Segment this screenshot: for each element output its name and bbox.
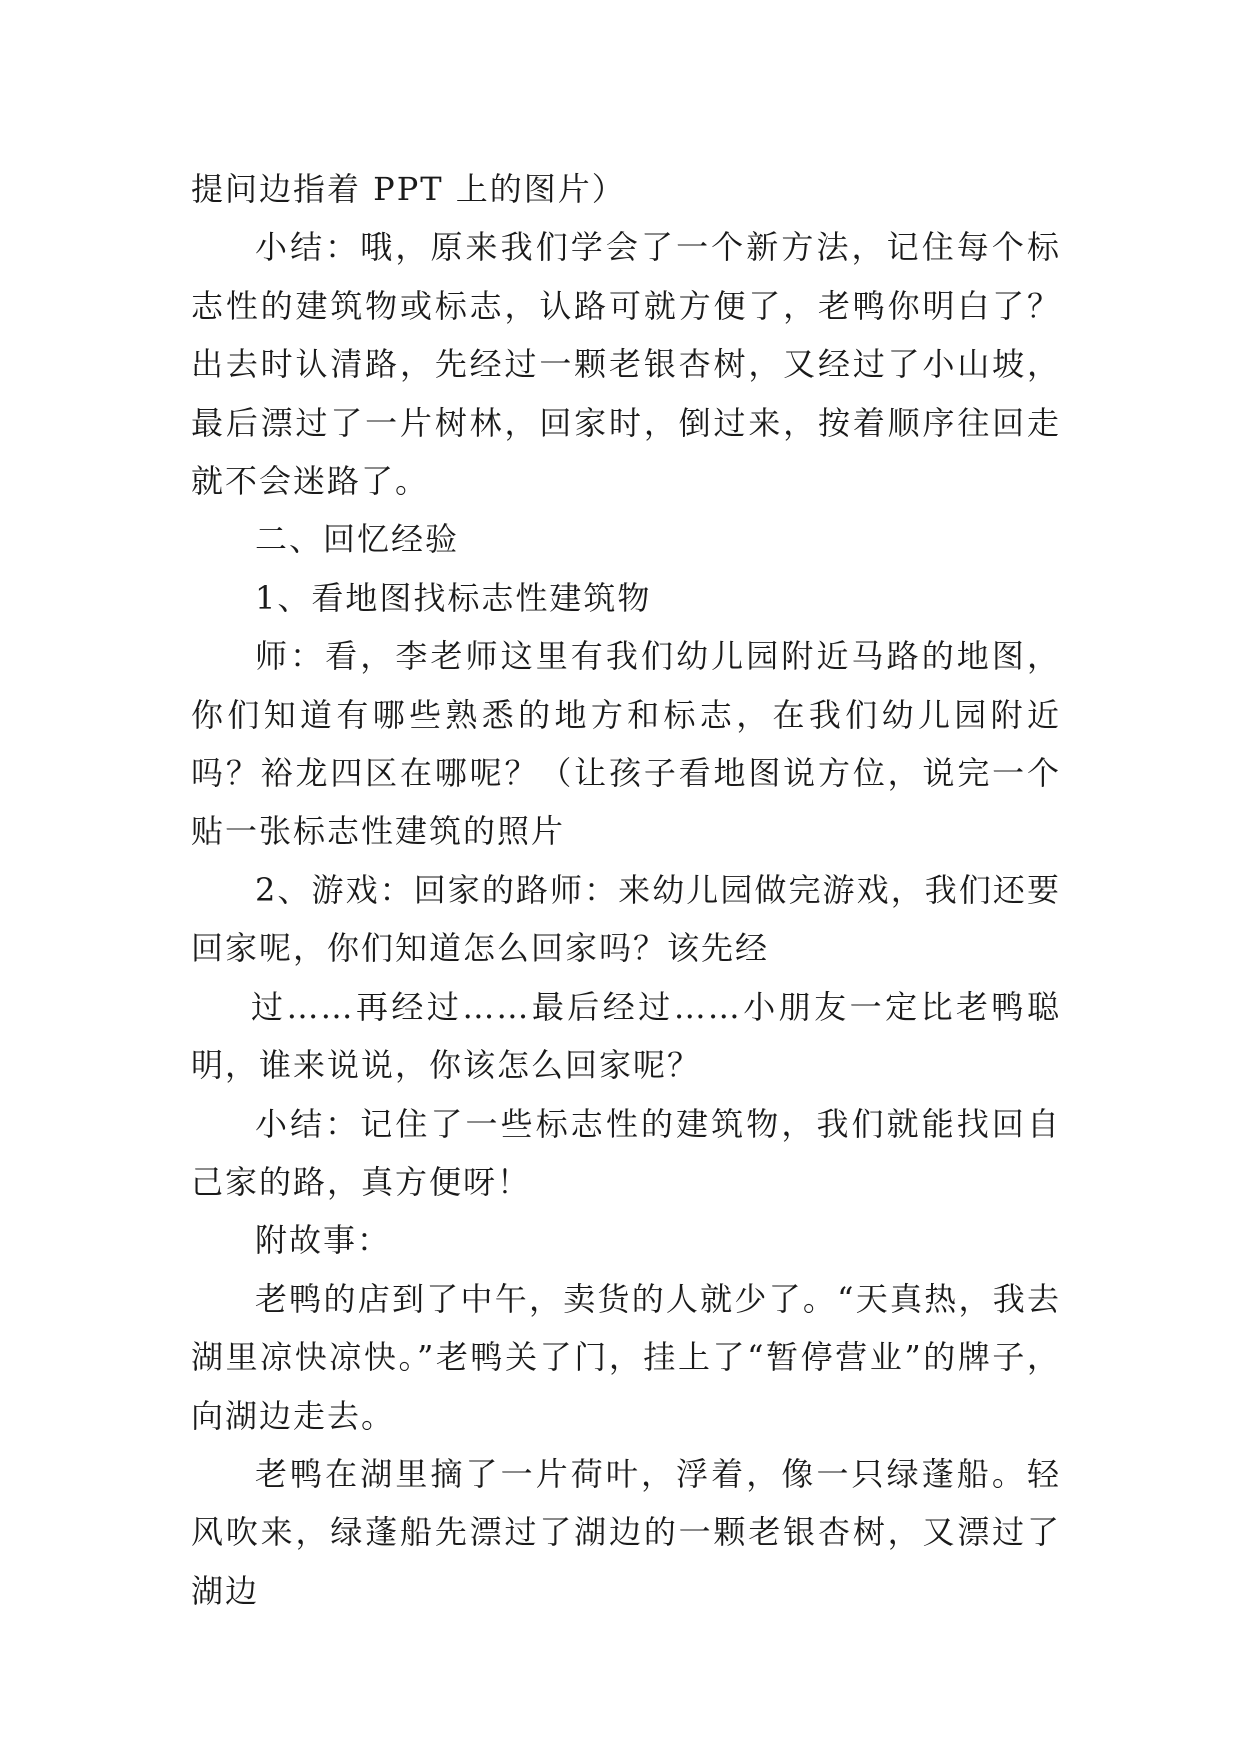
paragraph: 2、游戏：回家的路师：来幼儿园做完游戏，我们还要回家呢，你们知道怎么回家吗？该先经 bbox=[191, 870, 1061, 968]
paragraph: 小结：哦，原来我们学会了一个新方法，记住每个标志性的建筑物或标志，认路可就方便了，老鸭你明白了？出去时认清路，先经过一颗老银杏树，又经过了小山坡，最后漂过了一片树林，回家时，倒过来，按着顺序往回走就不会迷路了。 bbox=[191, 228, 1061, 501]
section-heading: 二、回忆经验 bbox=[255, 520, 460, 559]
paragraph: 老鸭在湖里摘了一片荷叶，浮着，像一只绿蓬船。轻风吹来，绿蓬船先漂过了湖边的一颗老银杏树，又漂过了湖边 bbox=[191, 1454, 1061, 1610]
paragraph: 老鸭的店到了中午，卖货的人就少了。“天真热，我去湖里凉快凉快。”老鸭关了门，挂上了“暂停营业”的牌子，向湖边走去。 bbox=[191, 1279, 1061, 1435]
paragraph: 过……再经过……最后经过……小朋友一定比老鸭聪明，谁来说说，你该怎么回家呢？ bbox=[191, 987, 1061, 1085]
paragraph: 提问边指着 PPT 上的图片） bbox=[191, 170, 626, 208]
document-body bbox=[191, 160, 1061, 1620]
subsection-heading: 1、看地图找标志性建筑物 bbox=[255, 578, 652, 617]
paragraph: 师：看，李老师这里有我们幼儿园附近马路的地图，你们知道有哪些熟悉的地方和标志，在我们幼儿园附近吗？裕龙四区在哪呢？（让孩子看地图说方位，说完一个贴一张标志性建筑的照片 bbox=[191, 637, 1061, 851]
story-label: 附故事： bbox=[255, 1221, 392, 1260]
paragraph: 小结：记住了一些标志性的建筑物，我们就能找回自己家的路，真方便呀！ bbox=[191, 1104, 1061, 1201]
